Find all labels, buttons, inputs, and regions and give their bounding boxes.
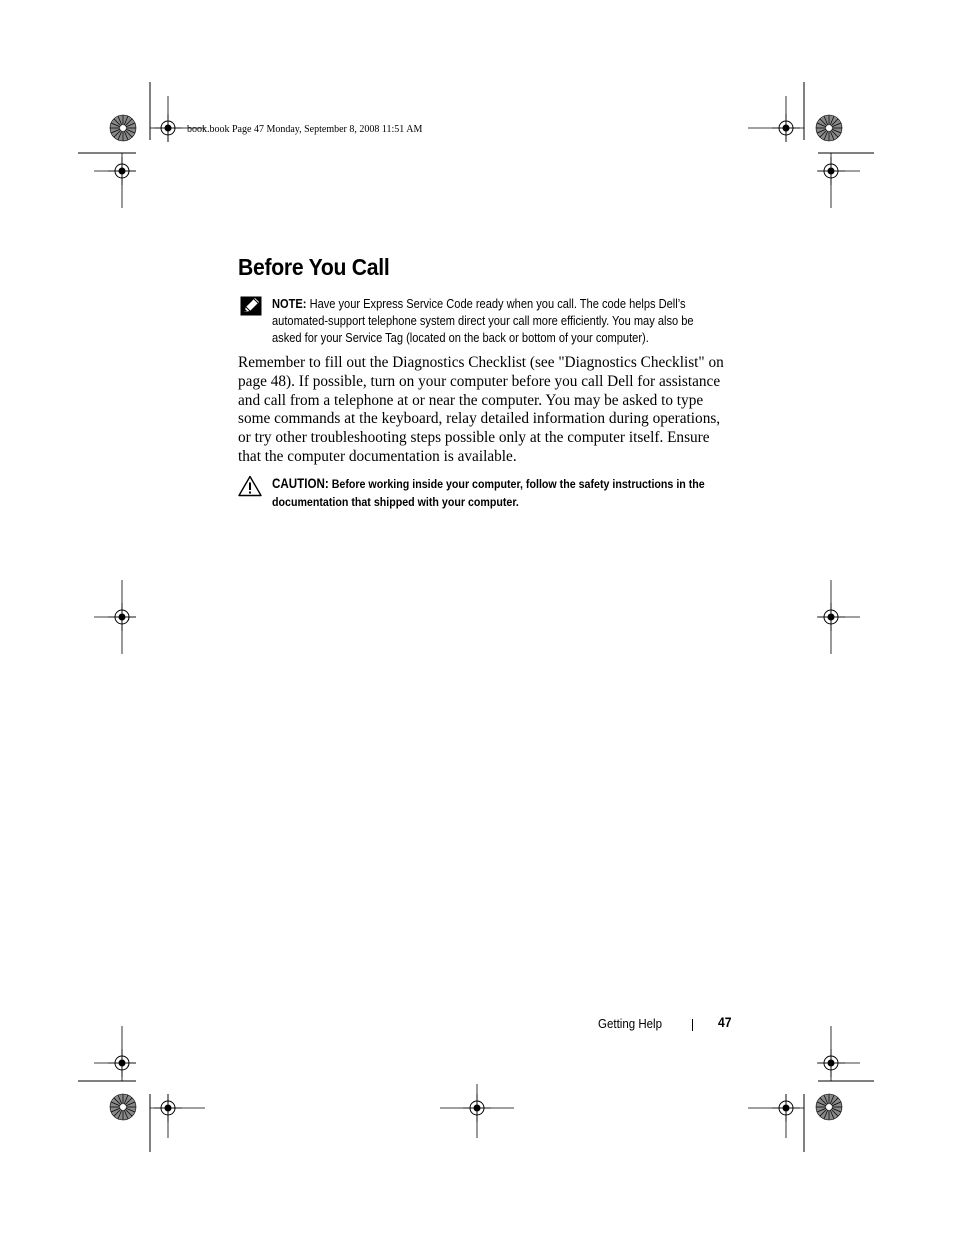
pencil-note-icon bbox=[240, 296, 262, 316]
footer-section-label: Getting Help bbox=[598, 1016, 663, 1031]
registration-mark-top-left bbox=[78, 82, 205, 208]
note-label: NOTE: bbox=[272, 297, 307, 311]
footer-divider bbox=[692, 1019, 693, 1031]
registration-mark-middle-right bbox=[817, 580, 860, 654]
caution-text: Before working inside your computer, follow the safety instructions in the documentation that shipped with your computer. bbox=[272, 477, 705, 509]
print-slug: book.book Page 47 Monday, September 8, 2008 11:51 AM bbox=[187, 124, 423, 135]
warning-triangle-icon bbox=[238, 475, 262, 497]
registration-mark-bottom-left bbox=[78, 1026, 205, 1152]
caution-label: CAUTION: bbox=[272, 476, 329, 491]
registration-mark-middle-left bbox=[94, 580, 136, 654]
body-paragraph: Remember to fill out the Diagnostics Checklist (see "Diagnostics Checklist" on page 48). If possible, turn on your computer before you call Dell for assistance and call from a telephone at or near the computer. You may be asked to type some commands at the keyboard, relay detailed information during operations, or try other troubleshooting steps possible only at the computer itself. Ensure that the computer documentation is available. bbox=[238, 354, 724, 465]
registration-mark-bottom-center bbox=[440, 1084, 514, 1138]
page-number: 47 bbox=[718, 1015, 732, 1030]
caution-callout bbox=[272, 475, 736, 511]
registration-mark-top-right bbox=[748, 82, 874, 208]
note-callout bbox=[272, 296, 725, 347]
note-text: Have your Express Service Code ready when you call. The code helps Dell’s automated-support telephone system direct your call more efficiently. You may also be asked for your Service Tag (located on the back or bottom of your computer). bbox=[272, 297, 694, 345]
registration-mark-bottom-right bbox=[748, 1026, 874, 1152]
page-title: Before You Call bbox=[238, 254, 390, 280]
